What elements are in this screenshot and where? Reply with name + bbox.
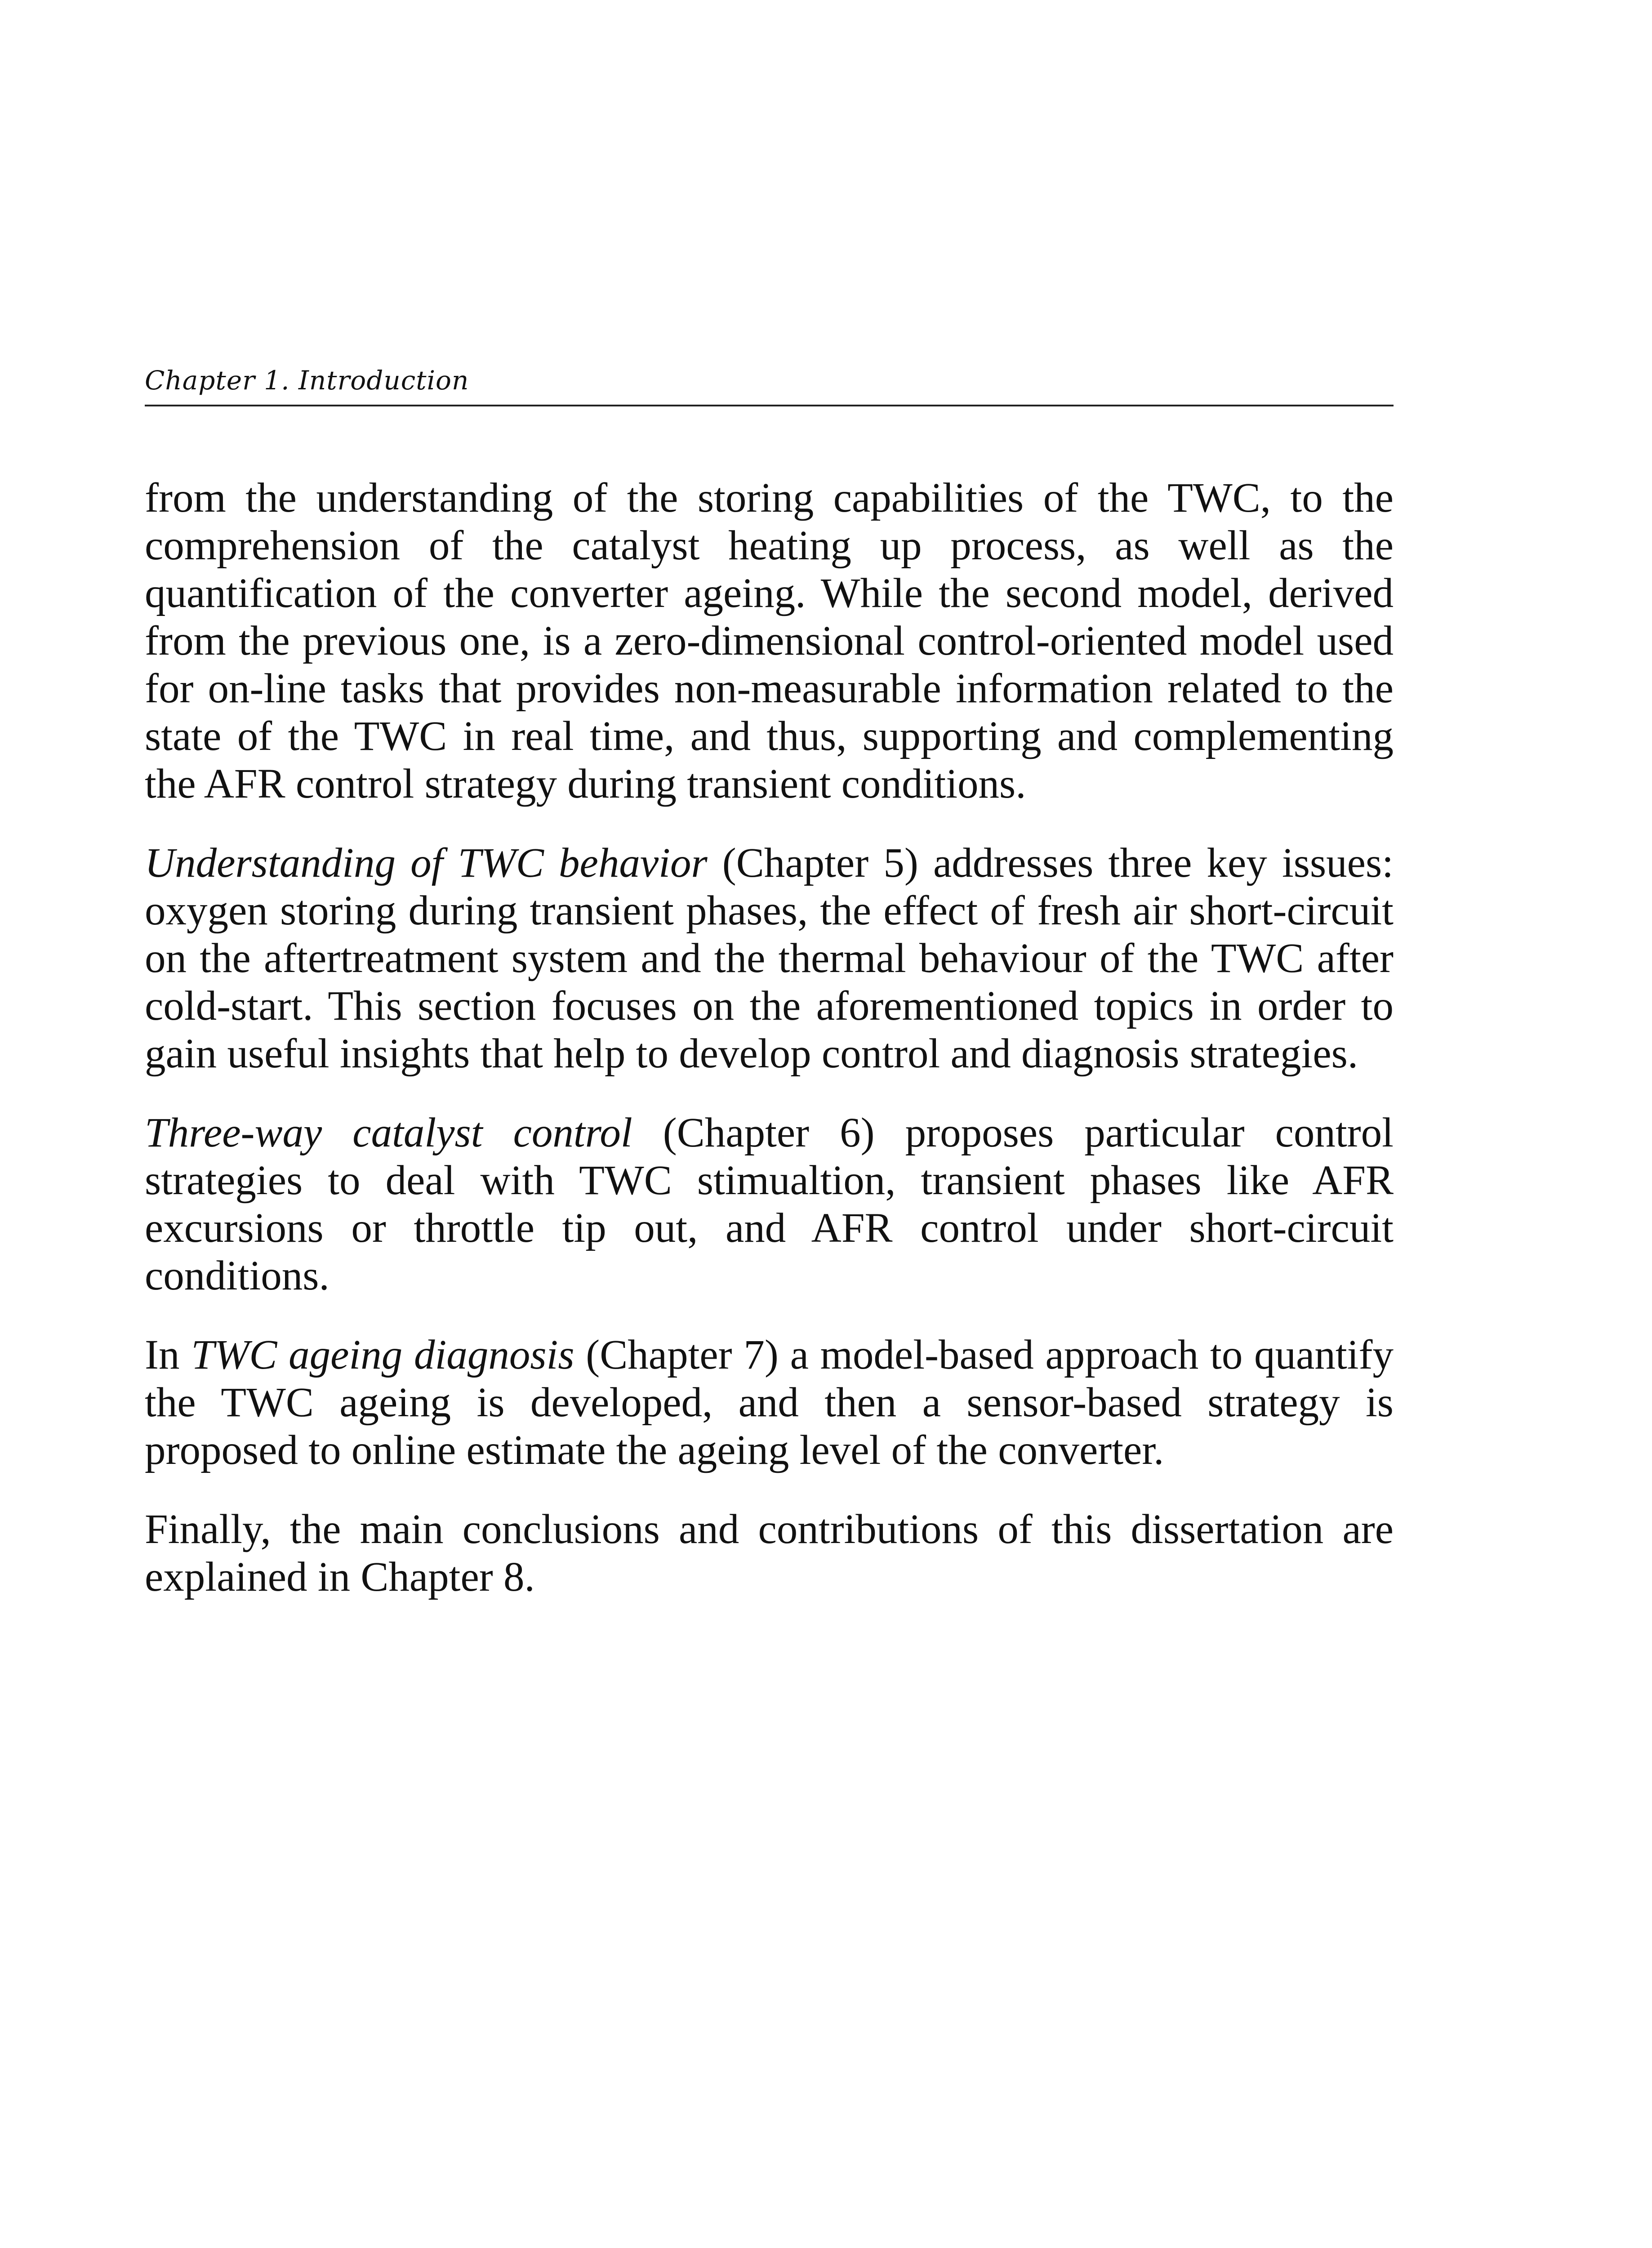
paragraph: Finally, the main conclusions and contributions of this dissertation are explained in Chapter 8. xyxy=(145,1506,1394,1600)
paragraph xyxy=(145,839,1394,1078)
paragraph-rest: (Chapter 6) proposes particular control strategies to deal with TWC stimualtion, transient phases like AFR excursions or throttle tip out, and AFR control under short-circuit conditions. xyxy=(145,1110,1394,1299)
paragraph xyxy=(145,1331,1394,1474)
paragraph-rest: (Chapter 5) addresses three key issues: oxygen storing during transient phases, the effect of fresh air short-circuit on the aftertreatment system and the thermal behaviour of the TWC after cold-start. This section focuses on the aforementioned topics in order to gain useful insights that help to develop control and diagnosis strategies. xyxy=(145,840,1394,1077)
paragraph-lead: In xyxy=(145,1332,191,1378)
running-header-title: Chapter 1. Introduction xyxy=(145,365,469,396)
section-reference-emphasis: Understanding of TWC behavior xyxy=(145,840,708,886)
running-header xyxy=(145,360,1394,406)
paragraph xyxy=(145,1109,1394,1300)
section-reference-emphasis: TWC ageing diagnosis xyxy=(191,1332,574,1378)
body-text xyxy=(145,474,1394,1632)
paragraph-rest: (Chapter 7) a model-based approach to quantify the TWC ageing is developed, and then a sensor-based strategy is proposed to online estimate the ageing level of the converter. xyxy=(145,1332,1394,1473)
section-reference-emphasis: Three-way catalyst control xyxy=(145,1110,632,1156)
paragraph: from the understanding of the storing capabilities of the TWC, to the comprehension of the catalyst heating up process, as well as the quantification of the converter ageing. While the second model, derived from the previous one, is a zero-dimensional control-oriented model used for on-line tasks that provides non-measurable information related to the state of the TWC in real time, and thus, supporting and complementing the AFR control strategy during transient conditions. xyxy=(145,475,1394,807)
